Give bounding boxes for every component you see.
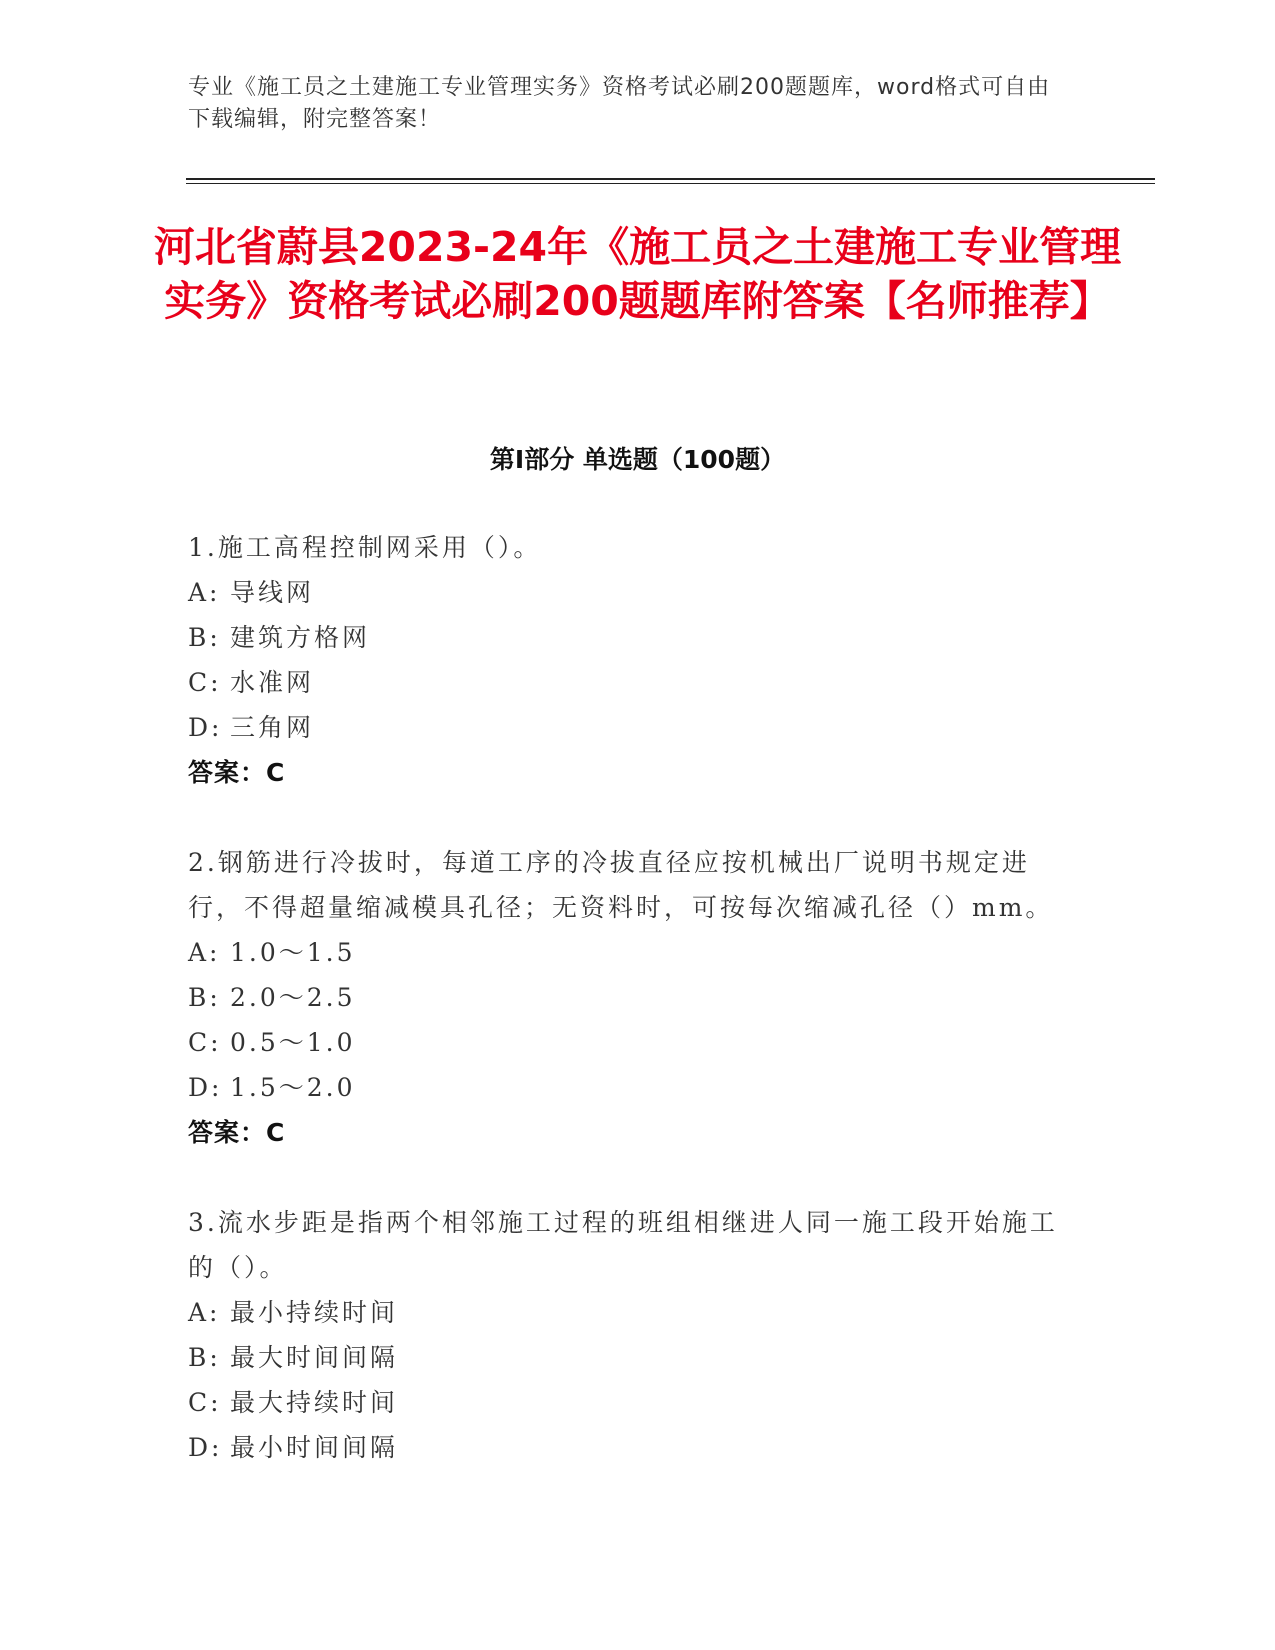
answer-label: 答案： xyxy=(188,1118,267,1147)
option-letter: A: xyxy=(188,1298,221,1327)
answer-value: C xyxy=(266,1118,286,1147)
option-a xyxy=(188,930,1068,975)
header-divider-top xyxy=(186,178,1155,180)
option-text: 三角网 xyxy=(230,713,315,742)
option-d xyxy=(188,1065,1068,1110)
option-letter: D: xyxy=(188,713,223,742)
question-1 xyxy=(188,525,1068,795)
option-text: 导线网 xyxy=(230,578,315,607)
document-title: 河北省蔚县2023-24年《施工员之土建施工专业管理实务》资格考试必刷200题题库附答案【名师推荐】 xyxy=(153,223,1122,325)
option-letter: A: xyxy=(188,578,221,607)
option-letter: D: xyxy=(188,1073,223,1102)
answer-value: C xyxy=(266,758,286,787)
option-text: 2.0～2.5 xyxy=(230,983,356,1012)
question-stem: 1.施工高程控制网采用（）。 xyxy=(188,533,542,562)
option-d xyxy=(188,1425,1068,1470)
option-text: 最小持续时间 xyxy=(230,1298,399,1327)
header-note: 专业《施工员之土建施工专业管理实务》资格考试必刷200题题库，word格式可自由下载编辑，附完整答案！ xyxy=(188,75,1051,132)
option-c xyxy=(188,1020,1068,1065)
option-letter: D: xyxy=(188,1433,223,1462)
option-text: 1.5～2.0 xyxy=(230,1073,356,1102)
answer-line xyxy=(188,750,1068,795)
question-list xyxy=(188,525,1068,1515)
option-text: 水准网 xyxy=(230,668,315,697)
option-text: 0.5～1.0 xyxy=(230,1028,356,1057)
option-c xyxy=(188,1380,1068,1425)
question-2 xyxy=(188,840,1068,1155)
option-a xyxy=(188,570,1068,615)
option-text: 建筑方格网 xyxy=(230,623,371,652)
question-stem: 2.钢筋进行冷拔时，每道工序的冷拔直径应按机械出厂说明书规定进行，不得超量缩减模具孔径；无资料时，可按每次缩减孔径（）mm。 xyxy=(188,848,1054,922)
option-d xyxy=(188,705,1068,750)
option-letter: A: xyxy=(188,938,221,967)
option-letter: C: xyxy=(188,668,222,697)
question-stem: 3.流水步距是指两个相邻施工过程的班组相继进人同一施工段开始施工的（）。 xyxy=(188,1208,1058,1282)
option-letter: B: xyxy=(188,983,221,1012)
answer-label: 答案： xyxy=(188,758,267,787)
header-divider-bottom xyxy=(186,183,1155,184)
option-text: 1.0～1.5 xyxy=(230,938,356,967)
option-a xyxy=(188,1290,1068,1335)
option-text: 最大持续时间 xyxy=(230,1388,399,1417)
option-letter: B: xyxy=(188,623,221,652)
option-b xyxy=(188,615,1068,660)
answer-line xyxy=(188,1110,1068,1155)
option-c xyxy=(188,660,1068,705)
section-title: 第Ⅰ部分 单选题（100题） xyxy=(489,445,786,474)
option-letter: B: xyxy=(188,1343,221,1372)
option-text: 最小时间间隔 xyxy=(230,1433,399,1462)
option-letter: C: xyxy=(188,1388,222,1417)
option-text: 最大时间间隔 xyxy=(230,1343,399,1372)
option-letter: C: xyxy=(188,1028,222,1057)
option-b xyxy=(188,1335,1068,1380)
question-3 xyxy=(188,1200,1068,1470)
option-b xyxy=(188,975,1068,1020)
